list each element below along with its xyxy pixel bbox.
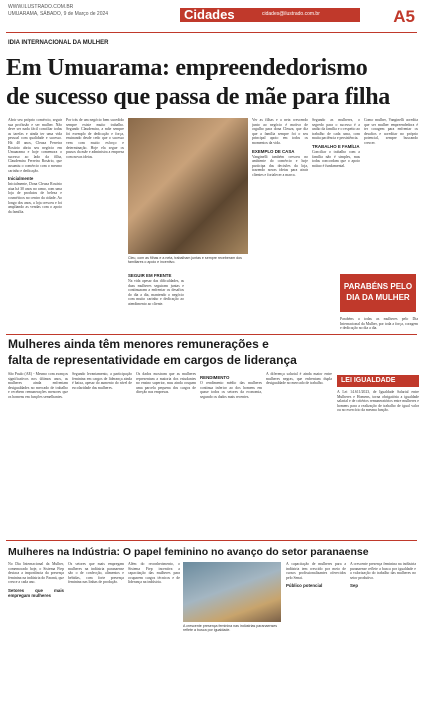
second-story-col-5 <box>266 372 332 532</box>
third-story-col-3 <box>128 562 180 710</box>
top-story-col-2 <box>66 118 124 268</box>
second-story-col-1 <box>8 372 68 532</box>
second-story-col-4 <box>200 372 262 532</box>
third-story-col-2 <box>68 562 124 710</box>
paragraph: A diferença salarial é ainda maior entre mulheres negras, que enfrentam dupla desigualdade no mercado de trabalho. <box>266 372 332 386</box>
lei-igualdade-box <box>337 375 419 387</box>
promo-text: Parabéns a todas as mulheres pelo Dia Internacional da Mulher, por toda a força, coragem e dedicação no dia a dia. <box>340 317 418 331</box>
top-story-headline-2: de sucesso que passa de mãe para filha <box>6 84 390 110</box>
top-story-col-1 <box>8 118 62 268</box>
page-number: A5 <box>393 7 415 26</box>
paragraph: Como mulher, Vanginelli acredita que ser mulher empreendedora é ter coragem para enfrentar os desafios e acreditar no próprio potencial, sempre buscando crescer. <box>364 118 418 145</box>
section-email: cidades@ilustrado.com.br <box>262 11 320 17</box>
paragraph: Na vida apesar das dificuldades, as duas mulheres seguiram juntas e continuaram a enfrentar os desafios do dia a dia, mantendo o negócio com muito carinho e dedicação ao atendimento ao cliente. <box>128 279 184 306</box>
third-story-photo-caption: A crescente presença feminina nas indústrias paranaenses reflete a busca por igualdade. <box>183 624 278 633</box>
header-meta <box>8 4 108 18</box>
lei-igualdade-text <box>337 390 419 532</box>
paragraph: No Dia Internacional da Mulher, comemorado hoje, o Sistema Fiep destaca a importância da presença feminina na indústria do Paraná, que cresce a cada ano. <box>8 562 64 585</box>
subheading: RENDIMENTO <box>200 375 230 380</box>
edition-date: UMUARAMA, SÁBADO, 9 de Março de 2024 <box>8 11 109 17</box>
site-url: WWW.ILUSTRADO.COM.BR <box>8 4 74 10</box>
paragraph: Além do reconhecimento, o Sistema Fiep incentiva a capacitação das mulheres para ocuparem cargos técnicos e de liderança na indústria. <box>128 562 180 585</box>
subheading: Sep <box>350 583 359 589</box>
top-story-col-4 <box>252 118 308 324</box>
paragraph: Os setores que mais empregam mulheres na indústria paranaense são o de confecção, alimentos e bebidas, com forte presença feminina nas linhas de produção. <box>68 562 124 585</box>
second-story-col-2 <box>72 372 132 532</box>
top-story-col-6 <box>364 118 418 268</box>
paragraph: Vanginelli também cresceu no ambiente do comércio e hoje participa das decisões da loja, trazendo novas ideias para atrair clientes e fortalecer a marca. <box>252 154 308 177</box>
paragraph: Inicialmente, Dona Cleuza Rosário atua há 30 anos no ramo, com uma loja de produtos de beleza e cosméticos no centro da cidade. Ao longo dos anos, a loja cresceu e foi ampliando as vendas com o apoio da família. <box>8 182 62 214</box>
promo-box <box>340 274 416 312</box>
top-story-photo <box>128 118 248 254</box>
third-story-col-1 <box>8 562 64 710</box>
subheading: TRABALHO E FAMÍLIA <box>312 143 360 149</box>
subheading: Público potencial <box>286 583 323 589</box>
second-story-col-3 <box>136 372 196 532</box>
paragraph: Segundo levantamento, a participação feminina em cargos de liderança ainda é baixa, apesar do aumento do nível de escolaridade das mulheres. <box>72 372 132 390</box>
paragraph: Abrir seu próprio comércio, seguir sua profissão e ser mulher. Não deve ser nada fácil conciliar todas as tarefas e ainda ter uma vida pessoal com qualidade e sucesso. Há 40 anos, Cleuza Ferreira Rosário abriu seu negócio em Umuarama e hoje comemora o sucesso ao lado da filha, Claudemira Ferreira Rosário, que assumiu o comércio com o mesmo carinho e dedicação. <box>8 118 62 173</box>
third-story-headline: Mulheres na Indústria: O papel feminino no avanço do setor paranaense <box>8 546 369 558</box>
paragraph: São Paulo (AE) - Mesmo com avanços significativos nos últimos anos, as mulheres ainda enfrentam desigualdades no mercado de trabalho e recebem remunerações menores que os homens em funções semelhantes. <box>8 372 68 399</box>
top-story-photo-caption: Cleu, com as filhas e a neta, trabalham juntas e sempre receberam dos familiares o apoio e incentivo. <box>128 256 242 265</box>
section-divider-1 <box>6 334 417 335</box>
third-story-col-4 <box>286 562 346 710</box>
promo-title-2: DIA DA MULHER <box>346 293 410 302</box>
third-story-photo <box>183 562 281 622</box>
paragraph: O rendimento médio das mulheres continua inferior ao dos homens em quase todos os setores da economia, segundo os dados mais recentes. <box>200 381 262 399</box>
subheading: EXEMPLO DE CASA <box>252 148 295 154</box>
top-story-col-3 <box>128 270 184 326</box>
paragraph: Por trás de um negócio bem sucedido sempre existe muito trabalho. Segundo Claudemira, a mãe sempre foi exemplo de dedicação e força, ensinando desde cedo que o sucesso vem com muito esforço e determinação. Hoje ela segue os passos da mãe e administra a empresa com novas ideias. <box>66 118 124 159</box>
paragraph: A Lei 14.611/2023, de Igualdade Salarial entre Mulheres e Homens, torna obrigatória a igualdade salarial e de critérios remuneratórios entre mulheres e homens para a realização de trabalho de igual valor ou no exercício da mesma função. <box>337 390 419 413</box>
section-divider-2 <box>6 540 417 541</box>
promo-title-1: PARABÉNS PELO <box>343 282 413 291</box>
page-header <box>0 0 423 34</box>
paragraph: A crescente presença feminina na indústria paranaense reflete a busca por igualdade e a valorização do trabalho das mulheres no setor produtivo. <box>350 562 416 580</box>
second-story-headline-2: falta de representatividade em cargos de liderança <box>8 353 297 367</box>
section-title: Cidades <box>184 7 235 22</box>
top-story-kicker: IDIA INTERNACIONAL DA MULHER <box>8 40 109 46</box>
paragraph: A capacitação de mulheres para a indústria tem crescido por meio de cursos profissionalizantes oferecidos pelo Senai. <box>286 562 346 580</box>
second-story-headline-1: Mulheres ainda têm menores remunerações e <box>8 337 269 351</box>
subheading: SEGUIR EM FRENTE <box>128 273 172 278</box>
subheading: Inicialmente <box>8 176 34 182</box>
header-rule <box>6 32 417 33</box>
top-story-col-5 <box>312 118 360 268</box>
paragraph: Os dados mostram que as mulheres representam a maioria dos estudantes no ensino superior, mas ainda ocupam uma parcela pequena dos cargos de direção nas empresas. <box>136 372 196 395</box>
paragraph: Conciliar o trabalho com a família não é simples, mas todas concordam que o apoio mútuo é fundamental. <box>312 149 360 168</box>
paragraph: Ver as filhas e a neta crescendo junto ao negócio é motivo de orgulho para dona Cleuza, que diz que a família sempre foi o seu principal apoio em todos os momentos da vida. <box>252 118 308 145</box>
top-story-headline-1: Em Umuarama: empreendedorismo <box>6 55 368 81</box>
third-story-col-5 <box>350 562 416 710</box>
box-title: LEI IGUALDADE <box>341 377 396 384</box>
subheading: Setores que mais empregam mulheres <box>8 587 64 598</box>
paragraph: Segundo as mulheres, o segredo para o sucesso é a união da família e o respeito ao trabalho de cada uma, com muita paciência e persistência. <box>312 118 360 141</box>
